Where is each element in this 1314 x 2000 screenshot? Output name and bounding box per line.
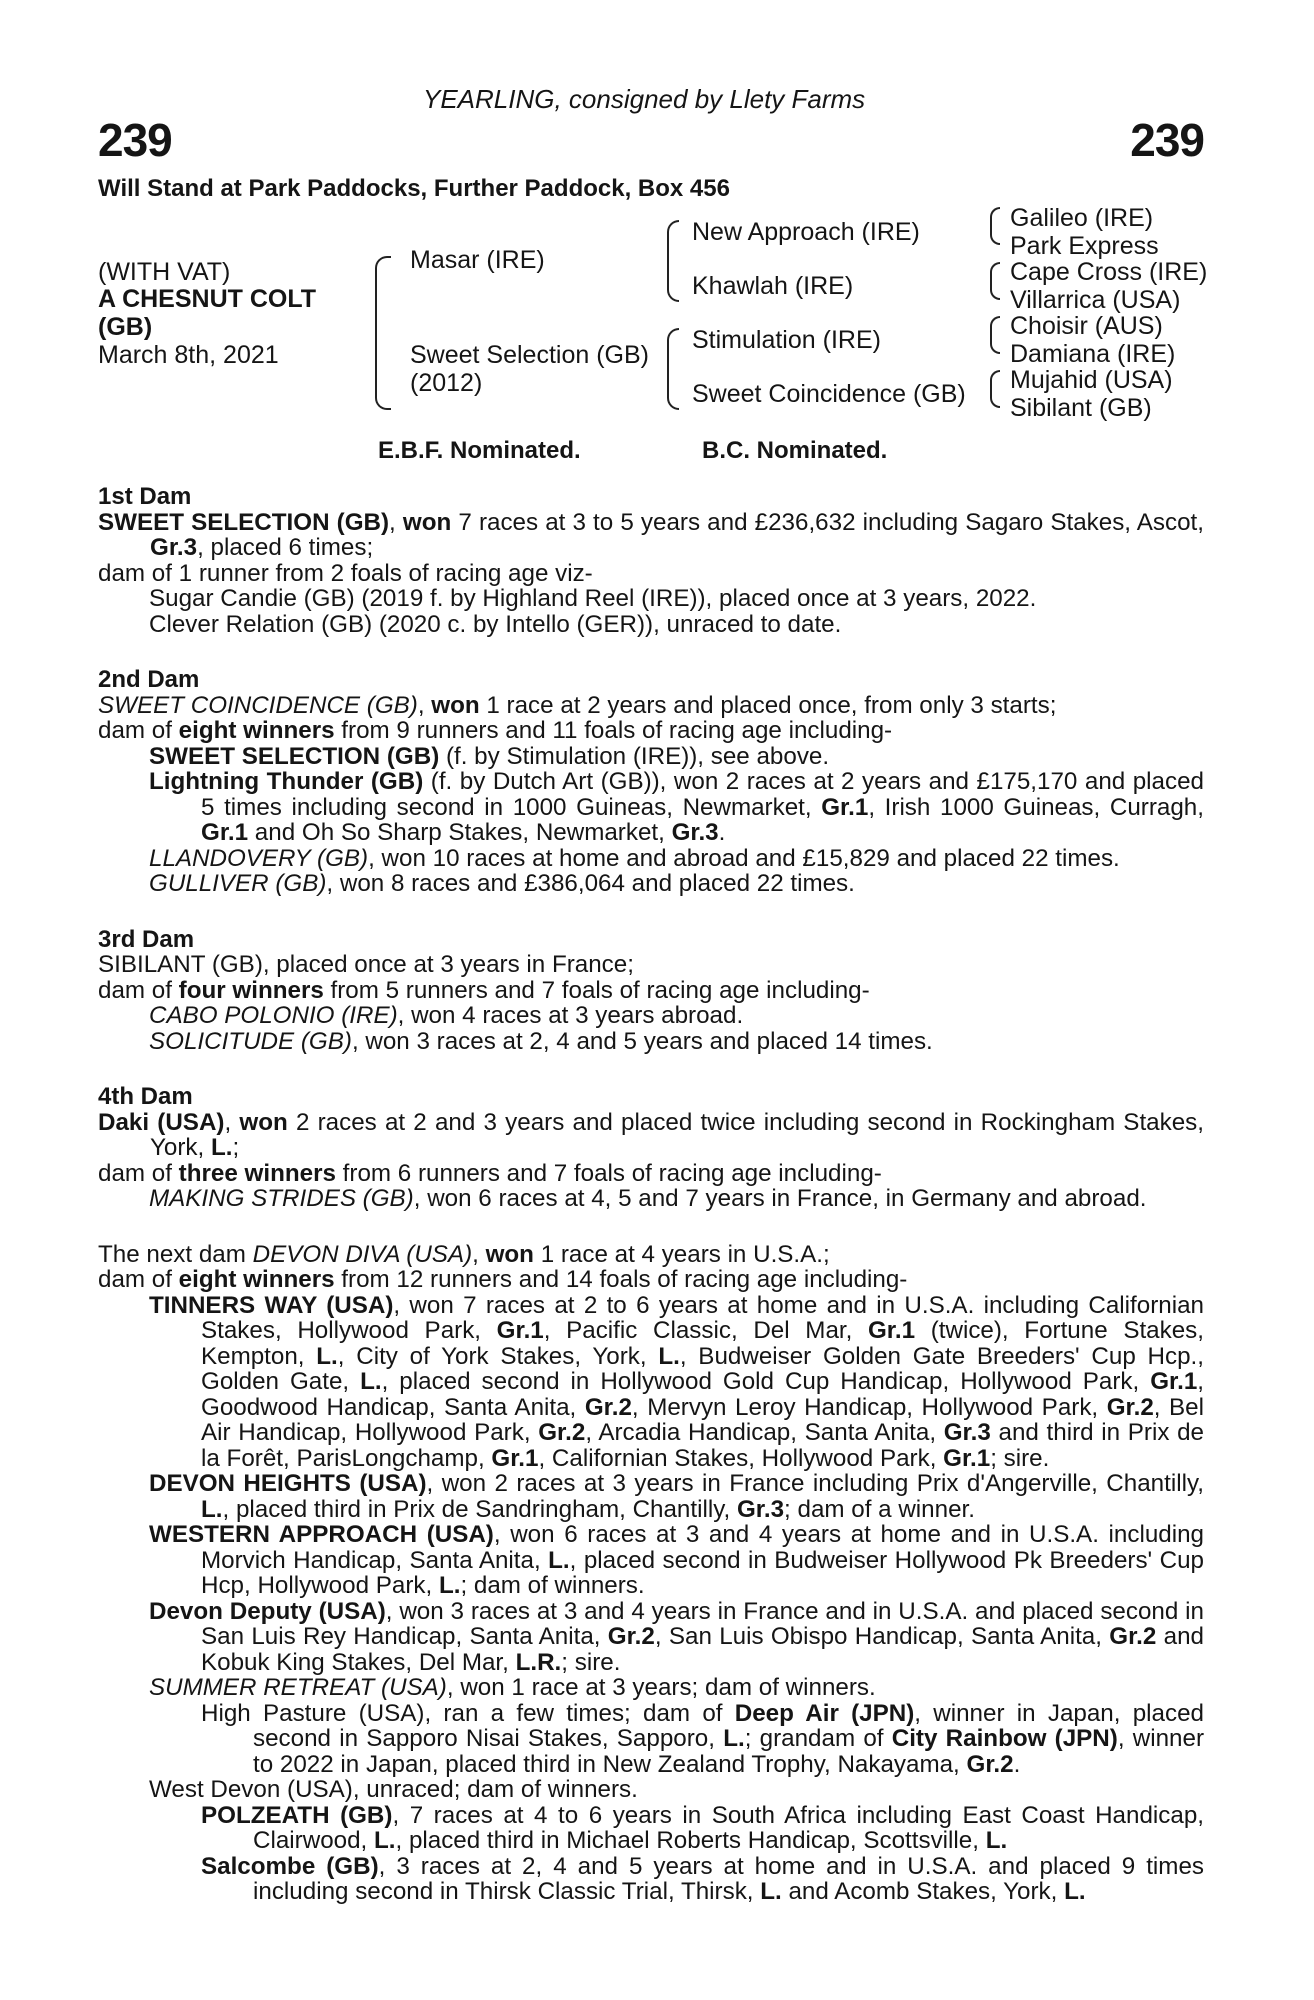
granddam-2: Villarrica (USA) [1010, 286, 1181, 314]
catalogue-header: YEARLING, consigned by Llety Farms [423, 84, 866, 114]
produce-item: GULLIVER (GB), won 8 races and £386,064 and placed 22 times. [149, 870, 855, 897]
second-dam-heading: 2nd Dam [98, 666, 200, 693]
lot-number-right: 239 [1130, 114, 1204, 166]
dam-produce-summary: dam of eight winners from 12 runners and 14 foals of racing age including- [98, 1266, 908, 1293]
produce-item: MAKING STRIDES (GB), won 6 races at 4, 5 and 7 years in France, in Germany and abroad. [149, 1185, 1147, 1212]
dam-dam: Sweet Coincidence (GB) [692, 380, 966, 408]
produce-item: TINNERS WAY (USA), won 7 races at 2 to 6 years at home and in U.S.A. including Californian Stakes, Hollywood Park, Gr.1, Pacific Classic, Del Mar, Gr.1 (twice), Fortune Stakes, Kempton, L., City of York Stakes, York, L., Budweiser Golden Gate Breeders' Cup Hcp., Golden Gate, L., placed second in Hollywood Gold Cup Handicap, Hollywood Park, Gr.1, Goodwood Handicap, Santa Anita, Gr.2, Mervyn Leroy Handicap, Hollywood Park, Gr.2, Bel Air Handicap, Hollywood Park, Gr.2, Arcadia Handicap, Santa Anita, Gr.3 and third in Prix de la Forêt, ParisLongchamp, Gr.1, Californian Stakes, Hollywood Park, Gr.1; sire. [149, 1291, 1205, 1472]
produce-item: Sugar Candie (GB) (2019 f. by Highland Reel (IRE)), placed once at 3 years, 2022. [149, 585, 1037, 612]
sire-sire: New Approach (IRE) [692, 218, 920, 246]
vat-note: (WITH VAT) [98, 258, 231, 286]
lot-number-left: 239 [98, 114, 172, 166]
dam-entry: SWEET COINCIDENCE (GB), won 1 race at 2 years and placed once, from only 3 starts; [98, 691, 1057, 719]
granddam-3: Damiana (IRE) [1010, 340, 1176, 368]
produce-subitem: Salcombe (GB), 3 races at 2, 4 and 5 years at home and in U.S.A. and placed 9 times including second in Thirsk Classic Trial, Thirsk, L. and Acomb Stakes, York, L. [201, 1852, 1204, 1905]
produce-item: Lightning Thunder (GB) (f. by Dutch Art (GB)), won 2 races at 2 years and £175,170 and placed 5 times including second in 1000 Guineas, Newmarket, Gr.1, Irish 1000 Guineas, Curragh, Gr.1 and Oh So Sharp Stakes, Newmarket, Gr.3. [149, 768, 1204, 846]
produce-item: LLANDOVERY (GB), won 10 races at home and abroad and £15,829 and placed 22 times. [149, 844, 1120, 872]
dam: Sweet Selection (GB) [410, 341, 649, 369]
fourth-dam-section [98, 1084, 1204, 1212]
produce-item: SUMMER RETREAT (USA), won 1 race at 3 years; dam of winners. [149, 1674, 876, 1701]
first-dam-heading: 1st Dam [98, 483, 192, 510]
produce-item: SWEET SELECTION (GB) (f. by Stimulation (IRE)), see above. [149, 742, 830, 770]
produce-item: Devon Deputy (USA), won 3 races at 3 and 4 years in France and in U.S.A. and placed second in San Luis Rey Handicap, Santa Anita, Gr.2, San Luis Obispo Handicap, Santa Anita, Gr.2 and Kobuk King Stakes, Del Mar, L.R.; sire. [149, 1597, 1205, 1676]
dam-produce-summary: dam of 1 runner from 2 foals of racing age viz- [98, 559, 593, 587]
produce-item: West Devon (USA), unraced; dam of winners. [149, 1776, 638, 1803]
ebf-nomination: E.B.F. Nominated. [378, 437, 581, 464]
dam-entry: The next dam DEVON DIVA (USA), won 1 race at 4 years in U.S.A.; [98, 1240, 830, 1268]
third-dam-section [98, 927, 1204, 1055]
produce-item: Clever Relation (GB) (2020 c. by Intello (GER)), unraced to date. [149, 610, 842, 638]
fourth-dam-heading: 4th Dam [98, 1083, 193, 1110]
third-dam-heading: 3rd Dam [98, 925, 195, 953]
horse-origin: (GB) [98, 313, 153, 341]
pedigree-brace-g3 [990, 316, 1000, 354]
bc-nomination: B.C. Nominated. [702, 437, 888, 464]
dam-produce-summary: dam of eight winners from 9 runners and 11 foals of racing age including- [98, 717, 893, 744]
first-dam-section [98, 484, 1204, 637]
produce-item: WESTERN APPROACH (USA), won 6 races at 3 and 4 years at home and in U.S.A. including Morvich Handicap, Santa Anita, L., placed second in Budweiser Hollywood Pk Breeders' Cup Hcp, Hollywood Park, L.; dam of winners. [149, 1521, 1204, 1599]
grandsire-3: Choisir (AUS) [1010, 312, 1163, 340]
dam-produce-summary: dam of four winners from 5 runners and 7 foals of racing age including- [98, 976, 870, 1004]
produce-item: SOLICITUDE (GB), won 3 races at 2, 4 and 5 years and placed 14 times. [149, 1027, 933, 1055]
horse-name: A CHESNUT COLT [98, 285, 317, 313]
granddam-1: Park Express [1010, 232, 1159, 260]
grandsire-4: Mujahid (USA) [1010, 366, 1173, 394]
produce-item: CABO POLONIO (IRE), won 4 races at 3 years abroad. [149, 1002, 744, 1029]
sire-dam: Khawlah (IRE) [692, 272, 854, 300]
pedigree-brace-sire [667, 220, 679, 302]
grandsire-1: Galileo (IRE) [1010, 204, 1154, 232]
dam-entry: SWEET SELECTION (GB), won 7 races at 3 to 5 years and £236,632 including Sagaro Stakes, Ascot, Gr.3, placed 6 times; [98, 508, 1204, 561]
dam-entry: Daki (USA), won 2 races at 2 and 3 years and placed twice including second in Rockingham Stakes, York, L.; [98, 1108, 1204, 1161]
next-dam-section [98, 1242, 1204, 1905]
foaling-date: March 8th, 2021 [98, 341, 279, 369]
pedigree-brace-g4 [990, 370, 1000, 408]
dam-sire: Stimulation (IRE) [692, 326, 881, 354]
sire: Masar (IRE) [410, 246, 545, 274]
dam-entry: SIBILANT (GB), placed once at 3 years in France; [98, 951, 634, 978]
dam-produce-summary: dam of three winners from 6 runners and 7 foals of racing age including- [98, 1159, 882, 1187]
dam-history [98, 484, 1204, 1905]
produce-subitem: POLZEATH (GB), 7 races at 4 to 6 years in South Africa including East Coast Handicap, Clairwood, L., placed third in Michael Roberts Handicap, Scottsville, L. [201, 1801, 1205, 1854]
produce-item: DEVON HEIGHTS (USA), won 2 races at 3 years in France including Prix d'Angerville, Chantilly, L., placed third in Prix de Sandringham, Chantilly, Gr.3; dam of a winner. [149, 1470, 1204, 1523]
dam-year: (2012) [410, 369, 483, 397]
second-dam-section [98, 667, 1204, 897]
pedigree-brace-g1 [990, 207, 1000, 245]
pedigree-brace-dam [667, 328, 679, 410]
pedigree-brace-main [375, 256, 391, 410]
granddam-4: Sibilant (GB) [1010, 394, 1152, 422]
produce-subitem: High Pasture (USA), ran a few times; dam of Deep Air (JPN), winner in Japan, placed second in Sapporo Nisai Stakes, Sapporo, L.; grandam of City Rainbow (JPN), winner to 2022 in Japan, placed third in New Zealand Trophy, Nakayama, Gr.2. [201, 1699, 1205, 1778]
pedigree-brace-g2 [990, 262, 1000, 300]
stand-location: Will Stand at Park Paddocks, Further Paddock, Box 456 [98, 175, 730, 202]
grandsire-2: Cape Cross (IRE) [1010, 258, 1208, 286]
